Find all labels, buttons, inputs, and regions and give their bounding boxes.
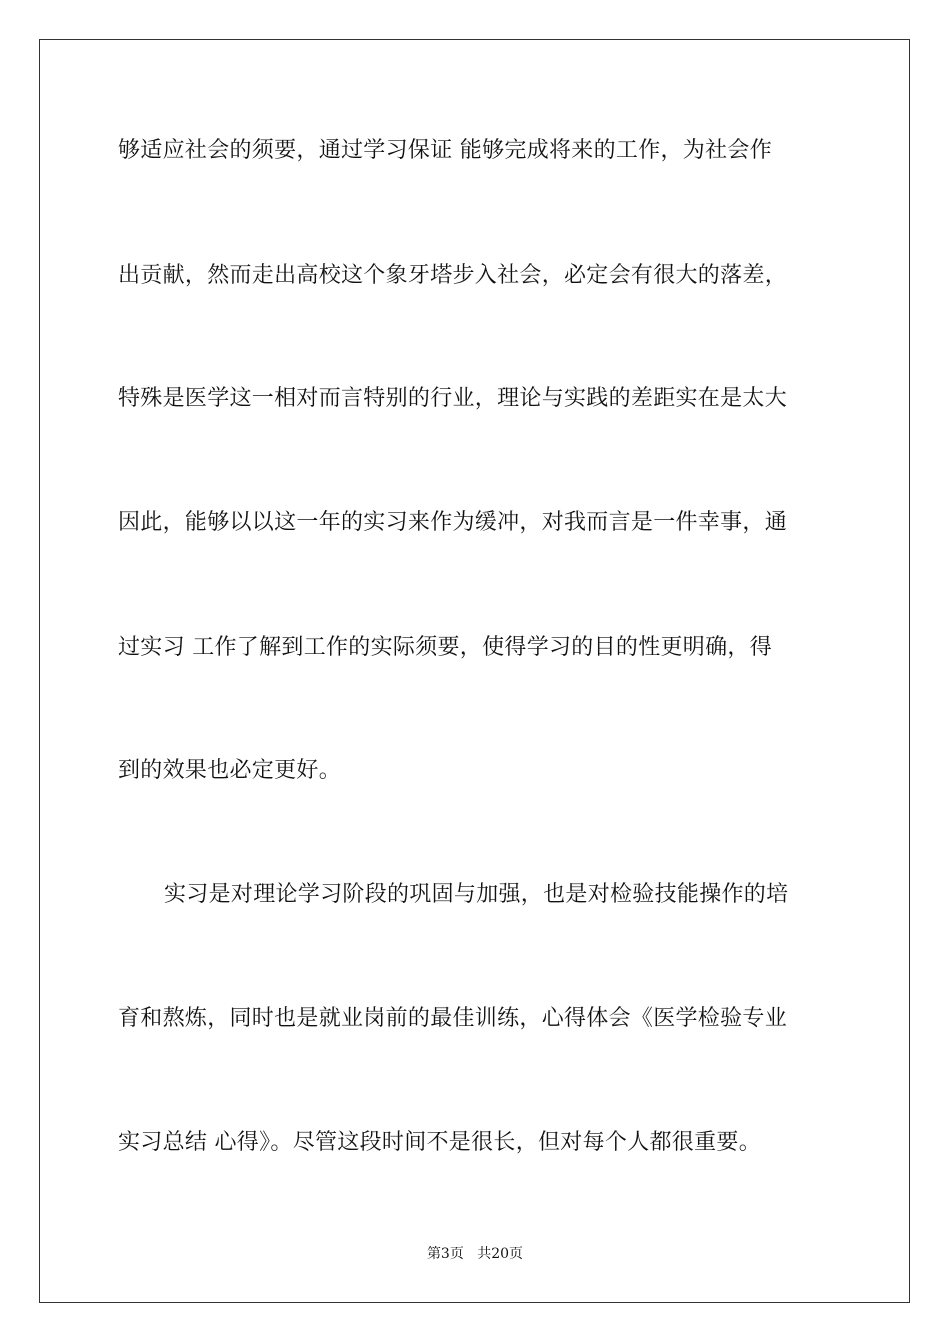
body-text-line: 到的效果也必定更好。 — [118, 758, 342, 783]
page-footer — [0, 1244, 950, 1264]
body-text-line: 因此，能够以以这一年的实习来作为缓冲，对我而言是一件幸事，通 — [118, 510, 788, 535]
body-text-line: 过实习 工作了解到工作的实际须要，使得学习的目的性更明确，得 — [118, 635, 772, 660]
page-number: 第3页 — [426, 1246, 464, 1262]
body-text-line: 特殊是医学这一相对而言特别的行业，理论与实践的差距实在是太大 — [118, 386, 788, 411]
body-text-line: 实习总结 心得》。尽管这段时间不是很长，但对每个人都很重要。 — [118, 1130, 761, 1155]
page-border — [39, 39, 910, 1303]
page-total: 共20页 — [477, 1246, 524, 1262]
body-text-line: 出贡献，然而走出高校这个象牙塔步入社会，必定会有很大的落差， — [118, 263, 788, 288]
body-text-line: 育和熬炼，同时也是就业岗前的最佳训练，心得体会《医学检验专业 — [118, 1006, 788, 1031]
body-text-line: 够适应社会的须要，通过学习保证 能够完成将来的工作，为社会作 — [118, 138, 772, 163]
paragraph-first-line: 实习是对理论学习阶段的巩固与加强，也是对检验技能操作的培 — [164, 882, 789, 907]
